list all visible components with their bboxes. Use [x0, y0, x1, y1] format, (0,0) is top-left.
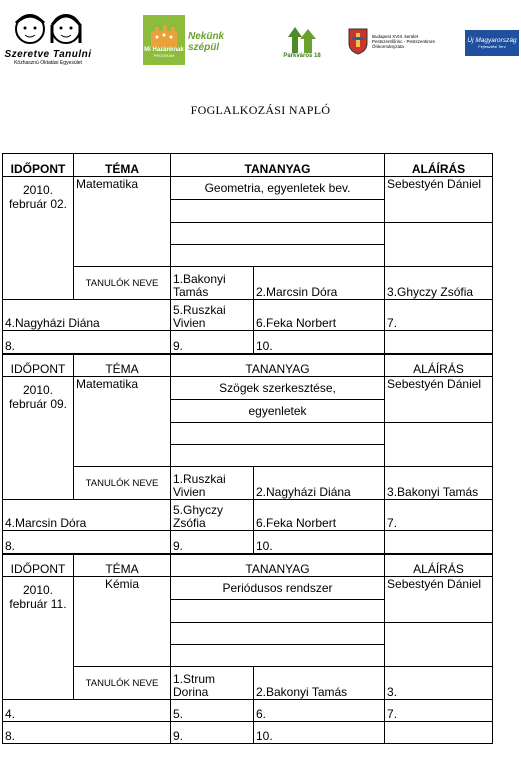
logo-mi-hazanknak: [143, 15, 185, 65]
col-material-header: TANANYAG: [171, 354, 385, 377]
student-cell: 5.Ghyczy Zsófia: [171, 500, 254, 531]
session-material: Periódusos rendszer: [171, 577, 385, 600]
student-cell: 3.Ghyczy Zsófia: [385, 267, 493, 300]
session-signature-extra: [385, 623, 493, 667]
student-cell: 8.: [3, 331, 171, 354]
student-cell: 5.: [171, 700, 254, 722]
empty-cell: [385, 531, 493, 554]
session-signature-extra: [385, 423, 493, 467]
student-cell: 2.Nagyházi Diána: [254, 467, 385, 500]
session-date: 2010. február 11.: [3, 577, 74, 700]
session-material-line-4: [171, 245, 385, 267]
student-cell: 3.Bakonyi Tamás: [385, 467, 493, 500]
student-cell: 1.Strum Dorina: [171, 667, 254, 700]
students-label: TANULÓK NEVE: [74, 667, 171, 700]
col-material-header: TANANYAG: [171, 554, 385, 577]
activity-log-table: [2, 153, 493, 744]
col-signature-header: ALÁÍRÁS: [385, 554, 493, 577]
logo2-name: Mi Hazánknak: [144, 46, 184, 53]
student-cell: 2.Bakonyi Tamás: [254, 667, 385, 700]
session-signature: Sebestyén Dániel: [385, 577, 493, 623]
header-logos: [0, 0, 521, 74]
col-signature-header: ALÁÍRÁS: [385, 354, 493, 377]
session-topic: Matematika: [74, 177, 171, 267]
empty-cell: [385, 331, 493, 354]
session-material-line-2: [171, 600, 385, 623]
header-row: [3, 354, 493, 377]
student-cell: 10.: [254, 331, 385, 354]
student-cell: 6.Feka Norbert: [254, 300, 385, 331]
logo-szeretve-tanulni: [4, 4, 92, 70]
logo2-sub: PROGRAM: [153, 52, 175, 58]
col-date-header: IDŐPONT: [3, 154, 74, 177]
col-date-header: IDŐPONT: [3, 354, 74, 377]
session-material-line-2: [171, 200, 385, 223]
children-drawing-icon: [8, 9, 88, 49]
student-cell: 6.Feka Norbert: [254, 500, 385, 531]
students-label: TANULÓK NEVE: [74, 467, 171, 500]
session-material-line-2: egyenletek: [171, 400, 385, 423]
student-cell: 8.: [3, 722, 171, 744]
session-material: Szögek szerkesztése,: [171, 377, 385, 400]
session-material-line-3: [171, 223, 385, 245]
logo6-sub: Fejlesztési Terv: [478, 44, 506, 49]
col-date-header: IDŐPONT: [3, 554, 74, 577]
logo4-name: Parkváros 18: [283, 53, 321, 59]
logo5-line3: Önkormányzata: [372, 43, 404, 49]
student-cell: 9.: [171, 722, 254, 744]
student-cell: 5.Ruszkai Vivien: [171, 300, 254, 331]
session-material-line-3: [171, 623, 385, 645]
student-cell: 4.Marcsin Dóra: [3, 500, 171, 531]
student-cell: 1.Bakonyi Tamás: [171, 267, 254, 300]
student-cell: 4.: [3, 700, 171, 722]
student-cell: 7.: [385, 500, 493, 531]
col-material-header: TANANYAG: [171, 154, 385, 177]
trees-icon: [286, 27, 318, 53]
student-cell: 7.: [385, 700, 493, 722]
session-signature: Sebestyén Dániel: [385, 377, 493, 423]
empty-cell: [385, 722, 493, 744]
session-material-line-4: [171, 645, 385, 667]
col-topic-header: TÉMA: [74, 554, 171, 577]
header-row: [3, 154, 493, 177]
student-cell: 1.Ruszkai Vivien: [171, 467, 254, 500]
session-material: Geometria, egyenletek bev.: [171, 177, 385, 200]
logo5-line2: Pestszentlőrinc - Pestszentimre: [372, 38, 436, 44]
logo-parkvaros: [280, 20, 324, 66]
student-cell: 6.: [254, 700, 385, 722]
logo-nekunk-szepul: [188, 31, 256, 53]
logo1-line2: Közhasznú Oktatási Egyesület: [14, 59, 82, 66]
logo-uj-magyarorszag: [465, 30, 519, 56]
student-cell: 8.: [3, 531, 171, 554]
students-label: TANULÓK NEVE: [74, 267, 171, 300]
session-date: 2010. február 09.: [3, 377, 74, 500]
logo-onkormanyzat: [347, 24, 455, 58]
coat-of-arms-icon: [347, 27, 369, 55]
student-cell: 10.: [254, 722, 385, 744]
logo6-name: Új Magyarország: [467, 37, 517, 44]
logo1-line1: Szeretve Tanulni: [4, 48, 92, 60]
student-cell: 4.Nagyházi Diána: [3, 300, 171, 331]
logo5-line1: Budapest XVIII. kerület: [372, 33, 419, 39]
col-signature-header: ALÁÍRÁS: [385, 154, 493, 177]
student-cell: 10.: [254, 531, 385, 554]
student-cell: 9.: [171, 331, 254, 354]
session-signature: Sebestyén Dániel: [385, 177, 493, 223]
session-material-line-3: [171, 423, 385, 445]
header-row: [3, 554, 493, 577]
page-title: FOGLALKOZÁSI NAPLÓ: [190, 103, 331, 117]
session-signature-extra: [385, 223, 493, 267]
student-cell: 7.: [385, 300, 493, 331]
session-material-line-4: [171, 445, 385, 467]
castle-icon: [149, 23, 179, 47]
student-cell: 2.Marcsin Dóra: [254, 267, 385, 300]
col-topic-header: TÉMA: [74, 154, 171, 177]
session-topic: Kémia: [74, 577, 171, 667]
student-cell: 3.: [385, 667, 493, 700]
col-topic-header: TÉMA: [74, 354, 171, 377]
logo3-text: Nekünk szépül: [188, 31, 225, 53]
student-cell: 9.: [171, 531, 254, 554]
session-topic: Matematika: [74, 377, 171, 467]
session-date: 2010. február 02.: [3, 177, 74, 300]
